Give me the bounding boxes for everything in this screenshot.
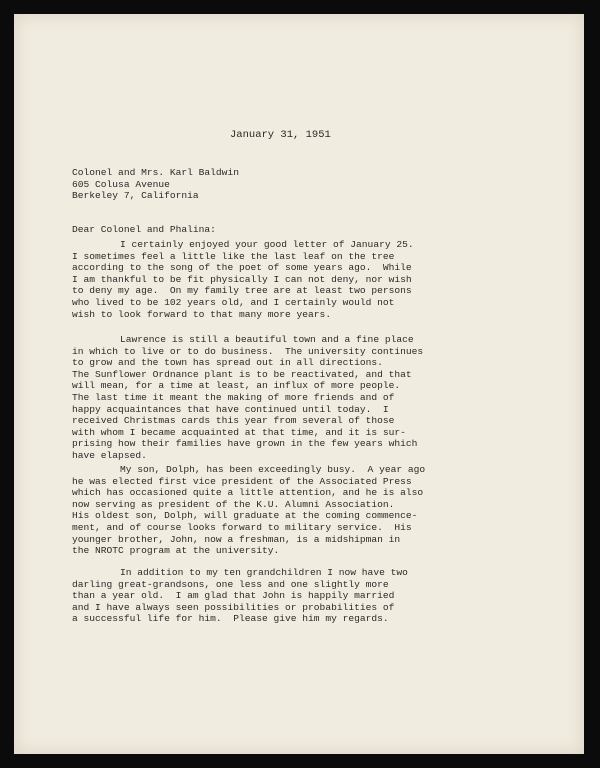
paragraph-line: the NROTC program at the university. (72, 545, 280, 557)
address-line: Colonel and Mrs. Karl Baldwin (72, 167, 239, 178)
paragraph-line: The Sunflower Ordnance plant is to be reactivated, and that (72, 368, 412, 380)
paragraph-line: wish to look forward to that many more years. (72, 308, 332, 320)
paragraph-line: with whom I became acquainted at that time, and it is sur- (72, 426, 406, 438)
paragraph-line: My son, Dolph, has been exceedingly busy. A year ago (120, 464, 426, 475)
paragraph-line: happy acquaintances that have continued until today. I (72, 403, 389, 415)
paragraph-line: I sometimes feel a little like the last leaf on the tree (72, 250, 395, 262)
paragraph-line: to grow and the town has spread out in all directions. (72, 357, 383, 369)
paragraph-line: and I have always seen possibilities or probabilities of (72, 601, 395, 613)
paragraph-line: ment, and of course looks forward to military service. His (72, 521, 412, 533)
salutation (72, 224, 216, 236)
paragraph-4 (72, 567, 408, 625)
paragraph-line: to deny my age. On my family tree are at least two persons (72, 285, 412, 297)
paragraph-3 (72, 464, 425, 557)
paragraph-line: now serving as president of the K.U. Alumni Association. (72, 498, 395, 510)
paragraph-line: Lawrence is still a beautiful town and a fine place (120, 334, 414, 345)
paragraph-line: than a year old. I am glad that John is happily married (72, 590, 395, 602)
paragraph-line: darling great-grandsons, one less and one slightly more (72, 578, 389, 590)
paragraph-line: in which to live or to do business. The university continues (72, 345, 424, 357)
paragraph-line: I certainly enjoyed your good letter of January 25. (120, 239, 414, 250)
paragraph-line: The last time it meant the making of more friends and of (72, 391, 395, 403)
paragraph-line: I am thankful to be fit physically I can not deny, nor wish (72, 273, 412, 285)
letter-date: January 31, 1951 (230, 129, 331, 141)
paragraph-line: have elapsed. (72, 449, 147, 461)
paragraph-line: will mean, for a time at least, an influx of more people. (72, 380, 401, 392)
salutation-text: Dear Colonel and Phalina: (72, 224, 216, 235)
paragraph-line: received Christmas cards this year from several of those (72, 415, 395, 427)
paragraph-line: he was elected first vice president of the Associated Press (72, 475, 412, 487)
paragraph-line: according to the song of the poet of some years ago. While (72, 262, 412, 274)
paragraph-line: which has occasioned quite a little attention, and he is also (72, 487, 424, 499)
paragraph-line: a successful life for him. Please give him my regards. (72, 613, 389, 625)
paragraph-line: younger brother, John, now a freshman, is a midshipman in (72, 533, 401, 545)
paragraph-line: who lived to be 102 years old, and I certainly would not (72, 296, 395, 308)
paragraph-2 (72, 334, 423, 462)
paragraph-line: In addition to my ten grandchildren I now have two (120, 567, 408, 578)
paragraph-1 (72, 239, 414, 320)
address-line: Berkeley 7, California (72, 190, 199, 202)
paragraph-line: His oldest son, Dolph, will graduate at the coming commence- (72, 510, 418, 522)
recipient-address (72, 167, 239, 202)
address-line: 605 Colusa Avenue (72, 178, 170, 190)
paragraph-line: prising how their families have grown in the few years which (72, 438, 418, 450)
